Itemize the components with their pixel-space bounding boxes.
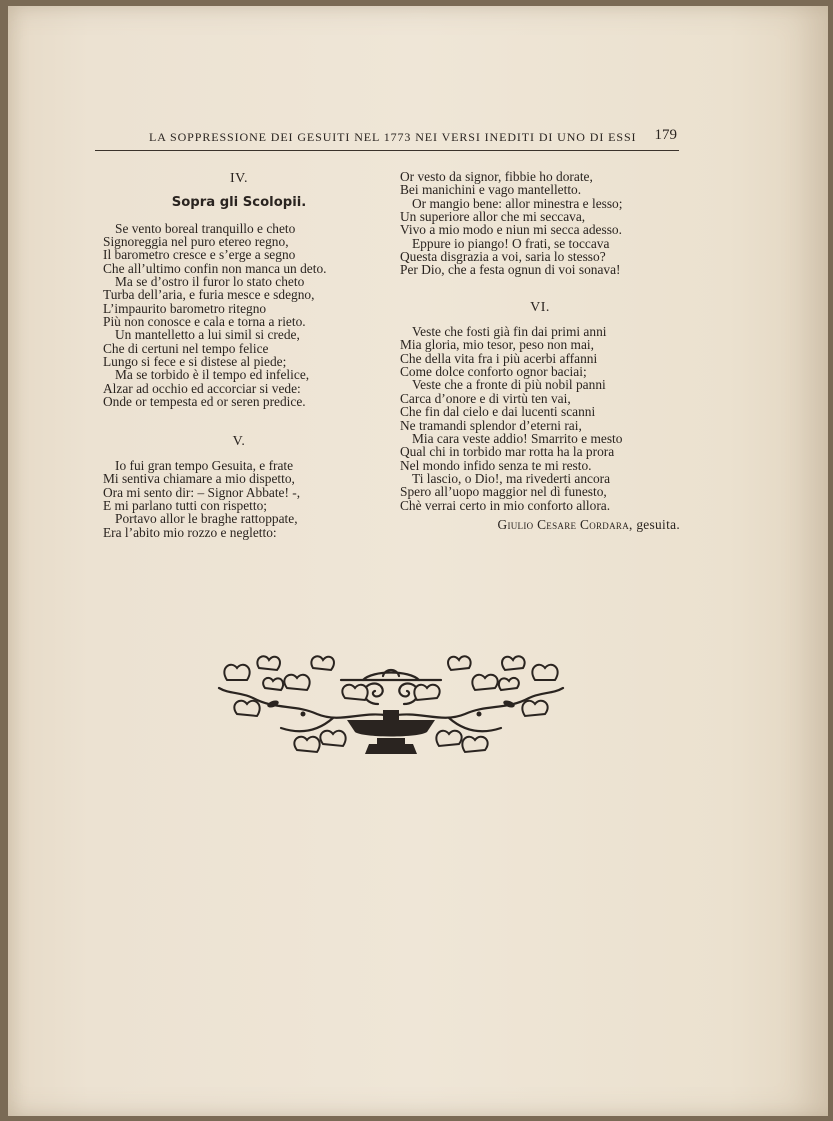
poem-line: Nel mondo infido senza te mi resto. (400, 457, 592, 473)
poem-line: Mia cara veste addio! Smarrito e mesto (412, 430, 623, 446)
poem-line: Turba dell’aria, e furia mesce e sdegno, (103, 287, 315, 303)
poem-line: Chè verrai certo in mio conforto allora. (400, 497, 611, 513)
right-column (400, 170, 680, 531)
section-iv-title: Sopra gli Scolopii. (171, 195, 307, 211)
poem-line: L’impaurito barometro ritegno (103, 300, 267, 316)
author-signature (400, 518, 680, 531)
poem-iv (103, 222, 375, 409)
running-title: LA SOPPRESSIONE DEI GESUITI NEL 1773 NEI VERSI INEDITI DI UNO DI ESSI (149, 130, 637, 144)
poem-line: Era l’abito mio rozzo e negletto: (103, 524, 277, 540)
poem-line: Bei manichini e vago mantelletto. (400, 182, 582, 198)
poem-line: Se vento boreal tranquillo e cheto (115, 220, 296, 236)
vase-scroll-vine-ornament-icon (213, 654, 569, 758)
poem-line: Carca d’onore e di virtù ten vai, (400, 390, 571, 406)
poem-line: Alzar ad occhio ed accorciar si vede: (103, 380, 301, 396)
poem-line: Portavo allor le braghe rattoppate, (115, 511, 298, 527)
poem-line: Lungo si fece e si distese al piede; (103, 354, 287, 370)
left-column (103, 166, 375, 539)
poem-line: Ma se d’ostro il furor lo stato cheto (115, 274, 305, 290)
poem-line: Io fui gran tempo Gesuita, e frate (115, 457, 294, 473)
page-header (95, 126, 679, 151)
poem-line: Mi sentiva chiamare a mio dispetto, (103, 471, 295, 487)
poem-line: Veste che a fronte di più nobil panni (412, 377, 606, 393)
poem-vi (400, 325, 680, 512)
section-vi-number: VI. (530, 299, 550, 315)
poem-line: Il barometro cresce e s’erge a segno (103, 247, 296, 263)
poem-line: Che fin dal cielo e dai lucenti scanni (400, 404, 596, 420)
poem-line: Che all’ultimo confin non manca un deto. (103, 260, 327, 276)
poem-line: Ma se torbido è il tempo ed infelice, (115, 367, 310, 383)
poem-line: Ti lascio, o Dio!, ma rivederti ancora (412, 470, 611, 486)
poem-line: Qual chi in torbido mar rotta ha la prora (400, 444, 615, 460)
poem-line: Signoreggia nel puro etereo regno, (103, 234, 289, 250)
poem-line: Ne tramandi splendor d’eterni rai, (400, 417, 582, 433)
poem-line: Per Dio, che a festa ognun di voi sonava! (400, 262, 621, 278)
poem-line: Più non conosce e cala e torna a rieto. (103, 314, 306, 330)
poem-line: Onde or tempesta ed or seren predice. (103, 394, 306, 410)
poem-line: E mi parlano tutti con rispetto; (103, 497, 268, 513)
poem-v-part2 (400, 170, 680, 277)
poem-line: Come dolce conforto ognor baciai; (400, 364, 587, 380)
poem-line: Or mangio bene: allor minestra e lesso; (412, 195, 623, 211)
poem-line: Vivo a mio modo e niun mi secca adesso. (400, 222, 622, 238)
book-page (8, 6, 828, 1116)
poem-line: Eppure io piango! O frati, se toccava (412, 235, 610, 251)
poem-line: Ora mi sento dir: – Signor Abbate! -, (103, 484, 301, 500)
poem-line: Un superiore allor che mi seccava, (400, 209, 586, 225)
poem-line: Mia gloria, mio tesor, peso non mai, (400, 337, 594, 353)
page-number: 179 (654, 127, 677, 143)
author-name: Giulio Cesare Cordara, (497, 516, 633, 532)
section-gap (400, 277, 680, 295)
author-suffix: gesuita. (636, 516, 680, 532)
poem-line: Un mantelletto a lui simil si crede, (115, 327, 300, 343)
poem-line: Questa disgrazia a voi, saria lo stesso? (400, 249, 606, 265)
section-v-number: V. (232, 433, 246, 449)
section-gap (103, 409, 375, 429)
poem-line: Che della vita fra i più acerbi affanni (400, 350, 598, 366)
poem-line: Spero all’uopo maggior nel dì funesto, (400, 484, 607, 500)
poem-v-part1 (103, 459, 375, 539)
poem-line: Che di certuni nel tempo felice (103, 340, 269, 356)
section-iv-number: IV. (230, 171, 248, 186)
poem-line: Veste che fosti già fin dai primi anni (412, 324, 607, 340)
poem-line: Or vesto da signor, fibbie ho dorate, (400, 169, 593, 184)
